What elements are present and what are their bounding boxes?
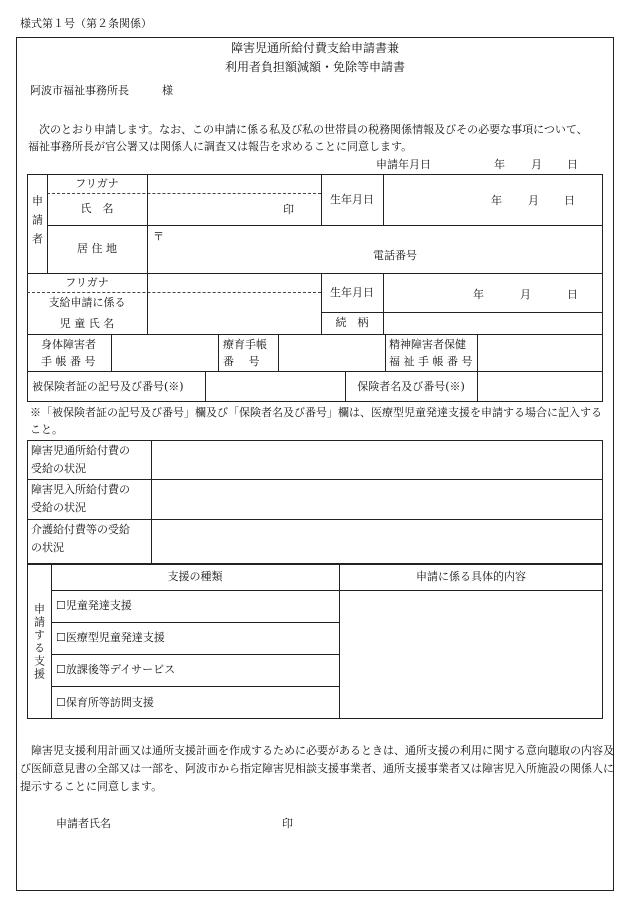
benefit-status-label-3-line1: 介護給付費等の受給 [31, 523, 130, 536]
addressee-suffix: 様 [162, 84, 173, 97]
support-section-label: 申請する支援 [32, 602, 46, 681]
intro-paragraph: 次のとおり申請します。なお、この申請に係る私及び私の世帯員の税務関係情報及びその必要な事項について、福祉事務所長が官公署又は関係人に調査又は報告を求めることに同意します。 [28, 123, 588, 153]
signature-seal: 印 [282, 817, 293, 830]
signature-label: 申請者氏名 [56, 817, 111, 830]
applicant-birth-month: 月 [528, 194, 539, 207]
support-option-medical-child-development[interactable]: ☐医療型児童発達支援 [56, 631, 165, 645]
ryoiku-handbook-label-line1: 療育手帳 [223, 338, 267, 351]
applicant-name-field[interactable] [148, 176, 320, 224]
support-option-after-school-day-service[interactable]: ☐放課後等デイサービス [56, 663, 176, 677]
benefit-status-label-3-line2: の状況 [31, 541, 64, 554]
child-name-label-line1: 支給申請に係る [48, 296, 126, 309]
support-type-header: 支援の種類 [167, 570, 223, 584]
applicant-address-label: 居 住 地 [77, 242, 117, 256]
physical-handbook-number-field[interactable] [112, 336, 217, 370]
applicant-name-label: 氏 名 [80, 202, 114, 216]
child-relation-field[interactable] [384, 314, 602, 333]
physical-handbook-label-line2: 手 帳 番 号 [41, 355, 96, 368]
applicant-furigana-label: フリガナ [75, 176, 119, 190]
postal-mark: 〒 [153, 230, 164, 243]
application-date-month: 月 [531, 158, 542, 171]
consent-paragraph: 障害児支援利用計画又は通所支援計画を作成するために必要があるときは、通所支援の利用に関する意向聴取の内容及び医師意見書の全部又は一部を、阿波市から指定障害児相談支援事業者、通所支援事業者又は障害児入所施設の関係人に提示することに同意します。 [20, 744, 614, 793]
applicant-section-label: 申請者 [30, 195, 44, 252]
benefit-status-field-2[interactable] [152, 481, 602, 518]
child-furigana-label: フリガナ [65, 275, 109, 289]
applicant-birth-day: 日 [564, 194, 575, 207]
form-title-line2: 利用者負担額減額・免除等申請書 [224, 60, 405, 74]
ryoiku-handbook-number-field[interactable] [279, 336, 384, 370]
insured-card-number-field[interactable] [206, 373, 344, 401]
benefit-status-label-2-line1: 障害児入所給付費の [31, 483, 130, 496]
insurance-note: ※「被保険者証の記号及び番号」欄及び「保険者名及び番号」欄は、医療型児童発達支援を申請する場合に記入すること。 [30, 406, 602, 436]
benefit-status-label-1-line1: 障害児通所給付費の [31, 444, 130, 457]
benefit-status-label-1-line2: 受給の状況 [31, 462, 86, 475]
child-birth-month: 月 [520, 288, 531, 301]
ryoiku-handbook-label-line2: 番 号 [223, 355, 260, 368]
mental-handbook-label-line1: 精神障害者保健 [389, 338, 466, 351]
benefit-status-field-1[interactable] [152, 442, 602, 478]
physical-handbook-label-line1: 身体障害者 [41, 338, 96, 351]
phone-label: 電話番号 [373, 249, 417, 262]
child-name-label-line2: 児 童 氏 名 [59, 317, 115, 330]
support-option-child-development[interactable]: ☐児童発達支援 [56, 599, 132, 613]
application-date-year: 年 [494, 158, 505, 171]
addressee: 阿波市福祉事務所長 [30, 84, 129, 97]
signature-field[interactable] [120, 812, 270, 834]
benefit-status-label-2-line2: 受給の状況 [31, 501, 86, 514]
applicant-birth-year: 年 [491, 194, 502, 207]
support-content-header: 申請に係る具体的内容 [416, 570, 526, 584]
support-option-nursery-visit-support[interactable]: ☐保育所等訪問支援 [56, 695, 154, 709]
application-date-label: 申請年月日 [376, 158, 431, 171]
applicant-birth-label: 生年月日 [330, 192, 374, 206]
child-birth-year: 年 [473, 288, 484, 301]
child-relation-label: 続 柄 [335, 316, 369, 330]
benefit-status-field-3[interactable] [152, 521, 602, 563]
applicant-seal: 印 [283, 203, 294, 216]
form-number: 様式第１号（第２条関係） [20, 17, 152, 30]
insurer-number-field[interactable] [478, 373, 602, 401]
mental-handbook-number-field[interactable] [478, 336, 602, 370]
form-title-line1: 障害児通所給付費支給申請書兼 [230, 41, 399, 55]
child-name-field[interactable] [148, 275, 320, 333]
child-birth-day: 日 [567, 288, 578, 301]
support-content-field[interactable] [340, 592, 602, 718]
mental-handbook-label-line2: 福 祉 手 帳 番 号 [389, 355, 473, 368]
application-date-day: 日 [567, 158, 578, 171]
insurer-label: 保険者名及び番号(※) [357, 379, 465, 393]
insured-card-label: 被保険者証の記号及び番号(※) [32, 379, 184, 393]
child-birth-label: 生年月日 [330, 285, 374, 299]
